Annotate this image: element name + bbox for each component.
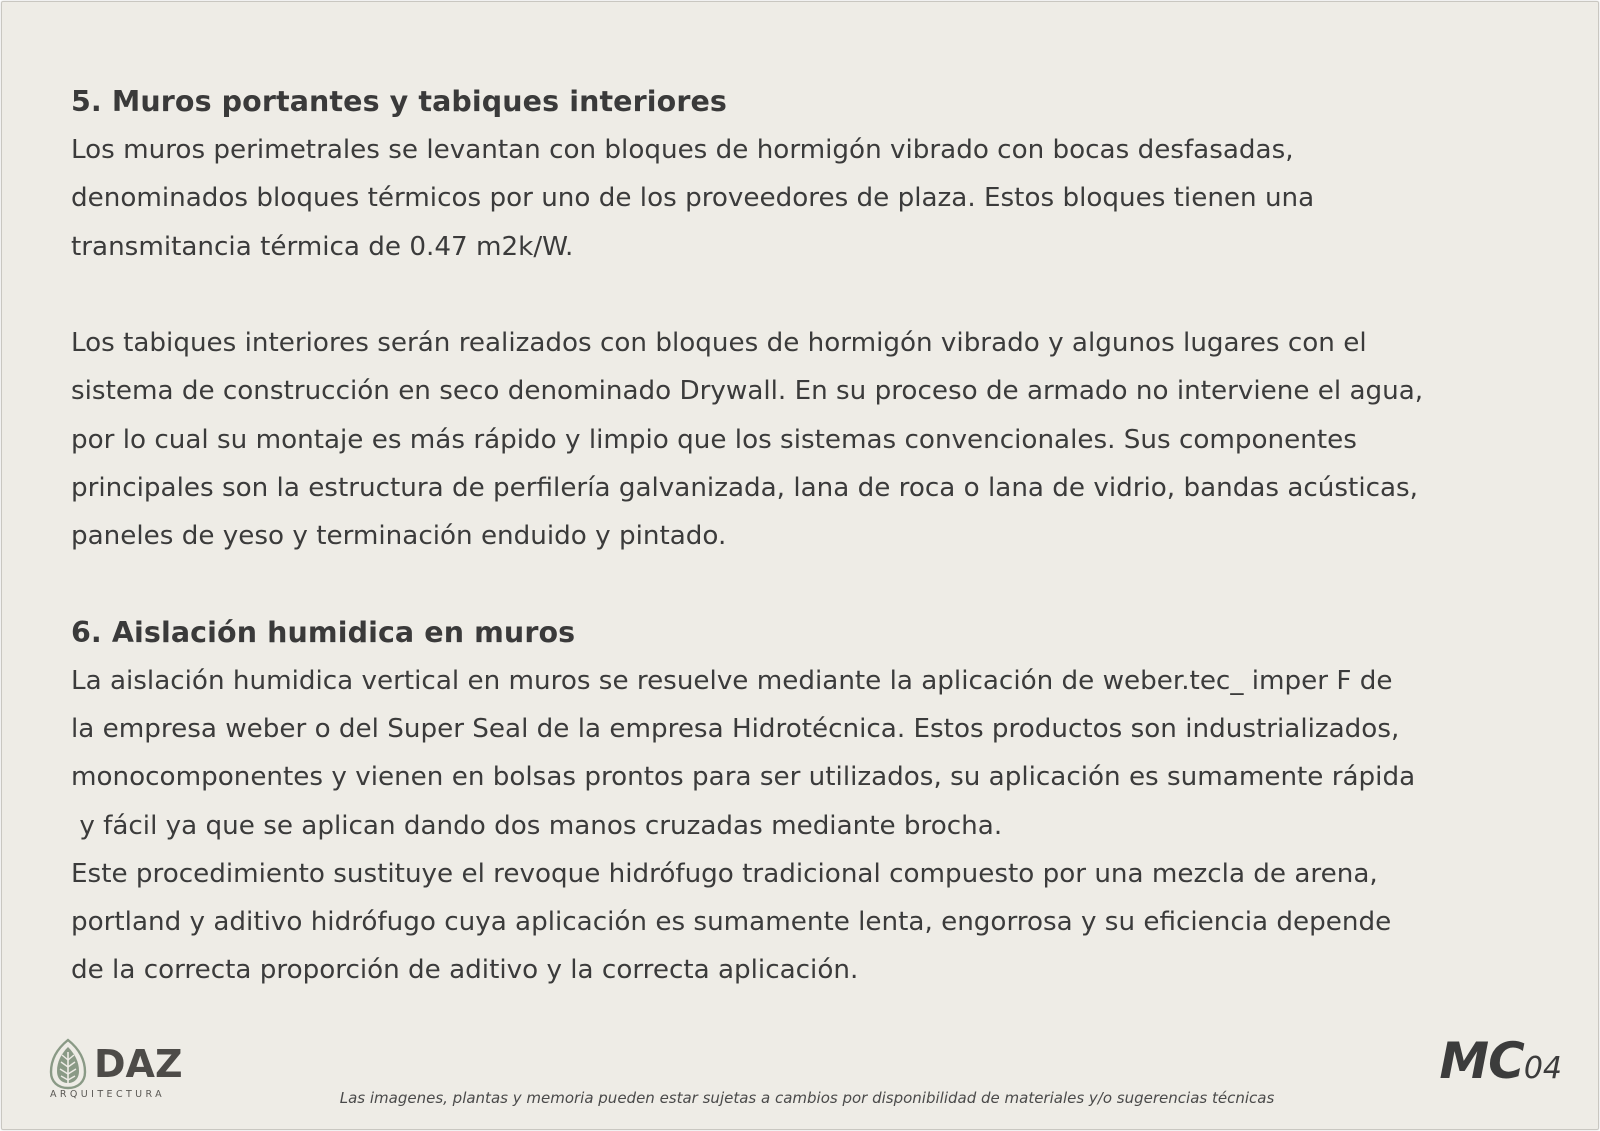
page-code (1439, 1032, 1562, 1090)
section-6-line: de la correcta proporción de aditivo y la correcta aplicación. (71, 955, 859, 986)
section-5-line: Los muros perimetrales se levantan con bloques de hormigón vibrado con bocas desfasadas, (71, 135, 1294, 165)
section-5-line: Los tabiques interiores serán realizados con bloques de hormigón vibrado y algunos lugares con el (71, 328, 1367, 359)
leaf-house-icon (48, 1038, 88, 1090)
page-code-number: 04 (1523, 1051, 1562, 1086)
section-6-heading: 6. Aislación humidica en muros (71, 615, 576, 649)
section-6-line: y fácil ya que se aplican dando dos manos cruzadas mediante brocha. (71, 810, 1003, 841)
section-5-blank-line (71, 271, 1576, 319)
section-6-line: portland y aditivo hidrófugo cuya aplicación es sumamente lenta, engorrosa y su eficiencia depende (71, 907, 1392, 938)
document-body (71, 78, 1576, 995)
section-5-heading: 5. Muros portantes y tabiques interiores (71, 85, 727, 118)
section-spacer (71, 561, 1576, 609)
footer-disclaimer: Las imagenes, plantas y memoria pueden estar sujetas a cambios por disponibilidad de materiales y/o sugerencias técnicas (339, 1089, 1275, 1107)
page-code-letters: MC (1439, 1032, 1524, 1090)
section-6-line: Este procedimiento sustituye el revoque hidrófugo tradicional compuesto por una mezcla de arena, (71, 858, 1378, 889)
section-6-line: La aislación humidica vertical en muros se resuelve mediante la aplicación de weber.tec_ imper F de (71, 665, 1393, 696)
logo-subtitle: ARQUITECTURA (50, 1089, 166, 1100)
section-5-line: principales son la estructura de perfilería galvanizada, lana de roca o lana de vidrio, bandas acústicas, (71, 473, 1419, 504)
section-6-line: monocomponentes y vienen en bolsas prontos para ser utilizados, su aplicación es sumamente rápida (71, 762, 1416, 793)
section-5-line: denominados bloques térmicos por uno de los proveedores de plaza. Estos bloques tienen una (71, 183, 1315, 214)
section-5-line: por lo cual su montaje es más rápido y limpio que los sistemas convencionales. Sus componentes (71, 424, 1357, 455)
logo-wordmark: DAZ (94, 1042, 183, 1086)
section-6-line: la empresa weber o del Super Seal de la empresa Hidrotécnica. Estos productos son industrializados, (71, 713, 1400, 744)
section-5-line: paneles de yeso y terminación enduido y pintado. (71, 521, 727, 552)
section-5-line: sistema de construcción en seco denominado Drywall. En su proceso de armado no interviene el agua, (71, 376, 1424, 407)
document-page (1, 1, 1599, 1130)
section-5-line: transmitancia térmica de 0.47 m2k/W. (71, 231, 574, 262)
